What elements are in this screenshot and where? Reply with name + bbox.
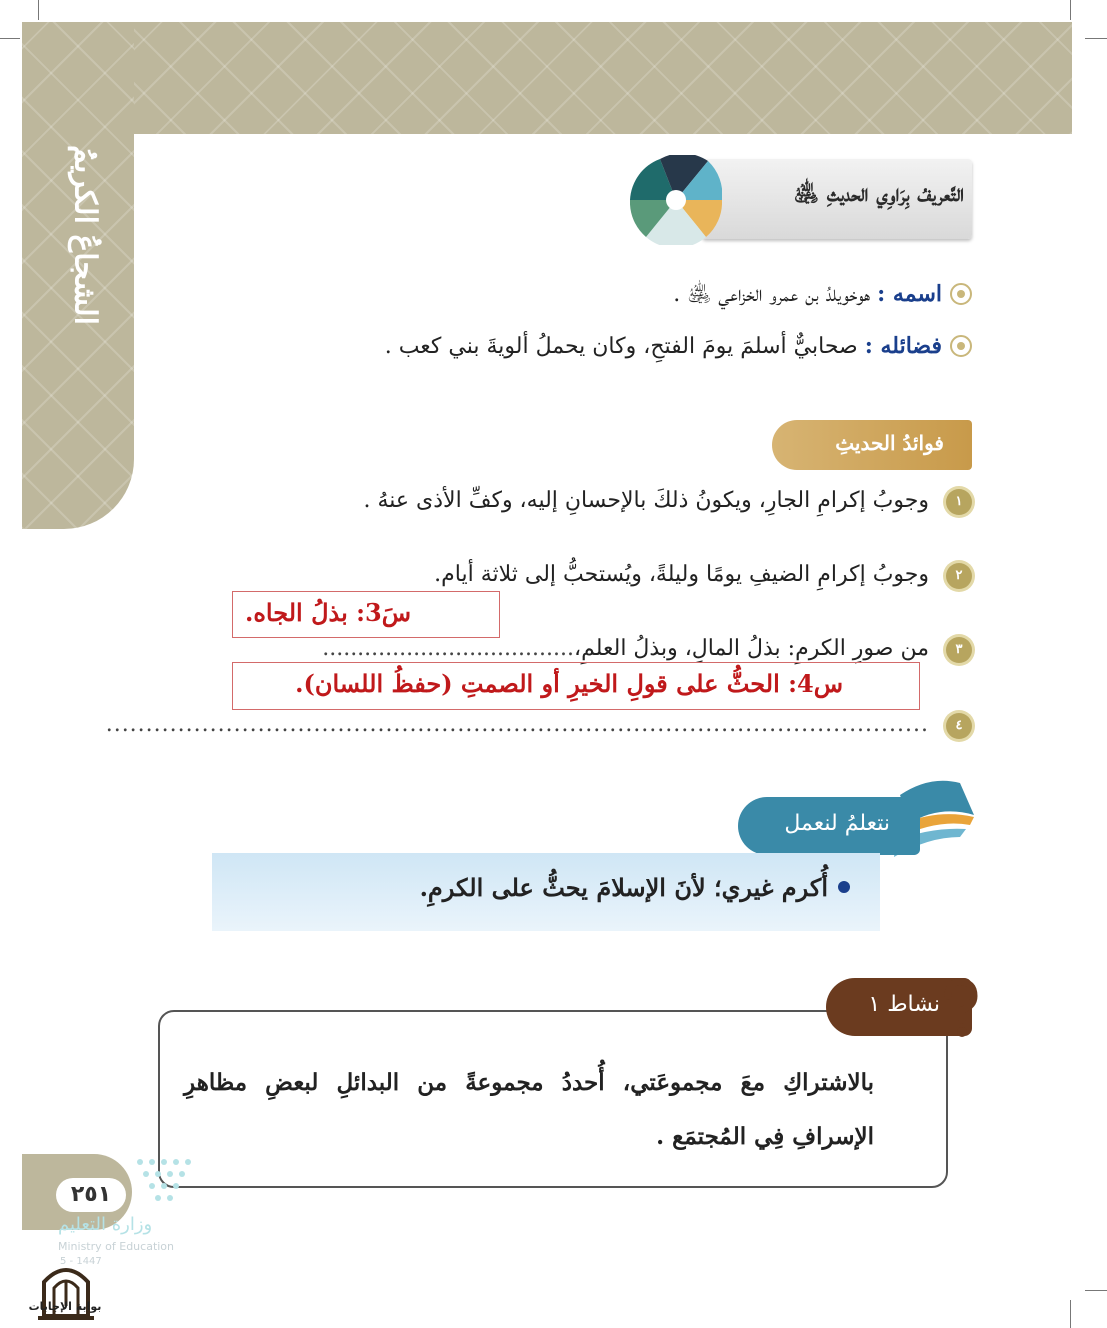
crop-mark bbox=[38, 0, 39, 20]
benefits-heading-banner bbox=[748, 420, 972, 470]
virtues-text: صحابيٌّ أسلمَ يومَ الفتحِ، وكان يحملُ ألويةَ بني كعب . bbox=[384, 334, 858, 359]
narrator-heading-text: التَّعريفُ بِرَاوِي الحديثِ ﵁ bbox=[793, 180, 964, 207]
colorful-segment-icon bbox=[630, 155, 722, 245]
learn-to-act-strip bbox=[212, 853, 880, 931]
number-badge: ١ bbox=[946, 489, 972, 515]
narrator-name-line bbox=[673, 280, 972, 312]
narrator-virtues-line bbox=[385, 333, 972, 359]
gate-logo-icon bbox=[30, 1256, 102, 1324]
benefit-text: وجوبُ إكرامِ الجارِ، ويكونُ ذلكَ بالإحسانِ إليه، وكفِّ الأذى عنهُ . bbox=[363, 488, 929, 513]
number-badge: ٤ bbox=[946, 713, 972, 739]
ministry-english-name: Ministry of Education bbox=[58, 1240, 175, 1253]
answer-3-box bbox=[232, 591, 500, 638]
question-mark-icon bbox=[940, 978, 978, 1040]
name-label: اسمه : bbox=[877, 281, 942, 307]
answer-4-text: س4: الحثُّ على قولِ الخيرِ أو الصمتِ (حفظُ اللسان). bbox=[295, 669, 843, 698]
answer-3-text: سَ3: بذلُ الجاه. bbox=[245, 598, 411, 627]
blank-dots: ....................................................................................................... bbox=[105, 712, 929, 737]
blank-dots: .................................... bbox=[322, 636, 574, 661]
top-pattern-band bbox=[22, 22, 1072, 134]
dot-bullet-icon bbox=[838, 881, 850, 893]
crop-mark bbox=[1085, 38, 1107, 39]
activity-label: نشاط ١ bbox=[868, 992, 940, 1017]
page-number: ٢٥١ bbox=[56, 1178, 126, 1212]
learn-to-act-tag bbox=[738, 797, 920, 855]
activity-box bbox=[158, 1010, 948, 1188]
narrator-heading-banner bbox=[630, 155, 972, 245]
gate-logo-text: بوابة الإجابات bbox=[28, 1300, 102, 1313]
benefit-item-2 bbox=[434, 562, 972, 589]
answer-4-box bbox=[232, 662, 920, 710]
learn-statement: أُكرم غيري؛ لأنَ الإسلامَ يحثُّ على الكرمِ. bbox=[419, 873, 828, 902]
benefit-item-3 bbox=[322, 636, 972, 663]
crop-mark bbox=[1070, 0, 1071, 20]
ministry-year: 5 - 1447 bbox=[60, 1256, 102, 1267]
flower-bullet-icon bbox=[950, 335, 972, 357]
benefits-heading-text: فوائدُ الحديثِ bbox=[835, 431, 944, 455]
virtues-label: فضائله : bbox=[864, 333, 942, 359]
number-badge: ٢ bbox=[946, 563, 972, 589]
learn-to-act-text bbox=[420, 873, 850, 902]
benefit-text: وجوبُ إكرامِ الضيفِ يومًا وليلةً، ويُستحبُّ إلى ثلاثة أيام. bbox=[434, 562, 929, 587]
crop-mark bbox=[1085, 1290, 1107, 1291]
chapter-title: الشجاعُ الكريمُ bbox=[67, 145, 103, 325]
ministry-arabic-name: وزارة التعليم bbox=[58, 1214, 153, 1235]
learn-to-act-title: نتعلمُ لنعمل bbox=[784, 811, 890, 836]
activity-text: بالاشتراكِ معَ مجموعَتي، أُحددُ مجموعةً من البدائلِ لبعضِ مظاهرِ الإسرافِ فِي المُجتمَع . bbox=[184, 1069, 874, 1150]
ministry-dots-logo-icon bbox=[130, 1154, 198, 1210]
benefit-item-4 bbox=[106, 712, 972, 739]
name-text: هوخويلدُ بن عمرو الخزاعي ﵁ . bbox=[673, 282, 871, 307]
crop-mark bbox=[1070, 1300, 1071, 1328]
number-badge: ٣ bbox=[946, 637, 972, 663]
benefit-item-1 bbox=[363, 488, 972, 515]
flower-bullet-icon bbox=[950, 283, 972, 305]
crop-mark bbox=[0, 38, 20, 39]
benefit-text: من صورِ الكرمِ: بذلُ المالِ، وبذلُ العلمِ، bbox=[573, 636, 929, 661]
